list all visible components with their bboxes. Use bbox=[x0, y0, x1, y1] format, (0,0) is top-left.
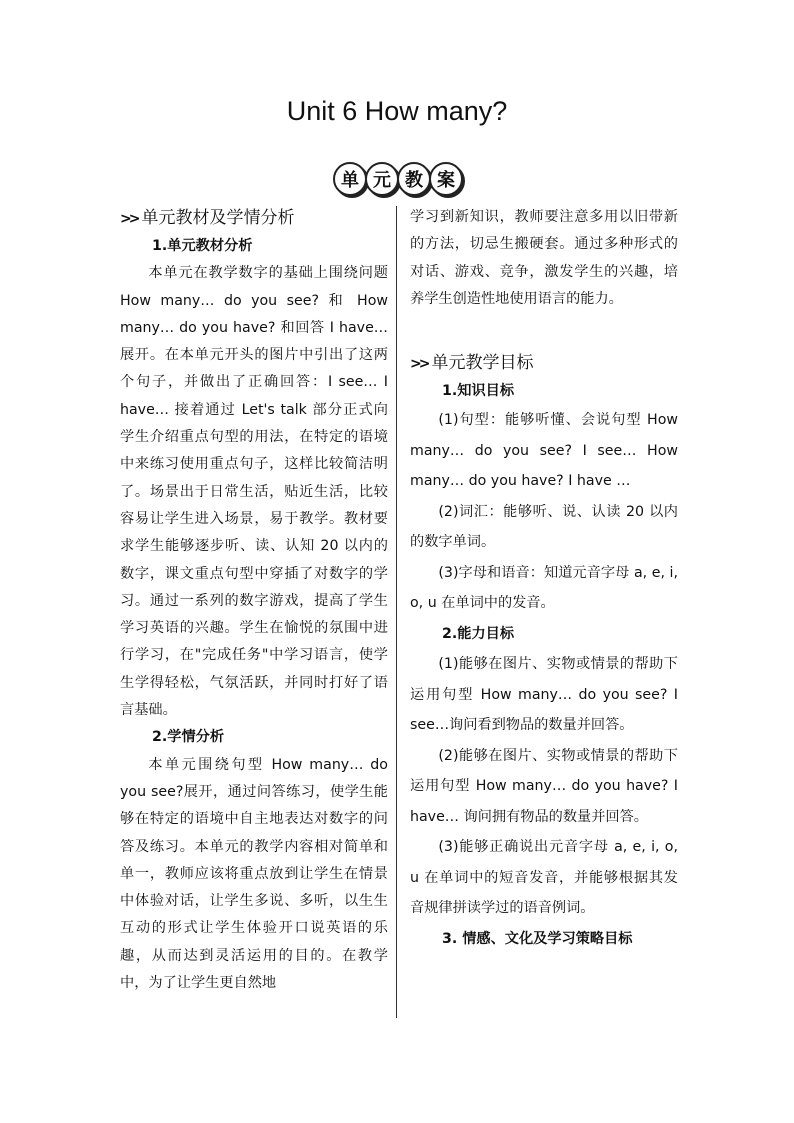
paragraph: (1)句型：能够听懂、会说句型 How many… do you see? I see… How many… do you have? I have … bbox=[410, 412, 678, 490]
section-heading-text: 单元教材及学情分析 bbox=[141, 208, 295, 228]
section-heading-text: 单元教学目标 bbox=[431, 353, 534, 374]
subheading: 3. 情感、文化及学习策略目标 bbox=[442, 930, 633, 947]
paragraph: (1)能够在图片、实物或情景的帮助下运用句型 How many… do you see? I see…询问看到物品的数量并回答。 bbox=[410, 656, 678, 734]
paragraph: (3)能够正确说出元音字母 a, e, i, o, u 在单词中的短音发音，并能够根据其发音规律拼读学过的语音例词。 bbox=[410, 839, 678, 917]
column-divider bbox=[396, 206, 397, 1018]
badge-char: 教 bbox=[397, 162, 431, 196]
right-column bbox=[410, 204, 678, 954]
section-heading bbox=[120, 204, 388, 233]
subheading: 1.知识目标 bbox=[442, 383, 515, 400]
subheading: 2.能力目标 bbox=[442, 625, 515, 642]
badge-char: 元 bbox=[365, 162, 399, 196]
left-column bbox=[120, 204, 388, 997]
paragraph: 本单元围绕句型 How many… do you see?展开，通过问答练习，使学生能够在特定的语境中自主地表达对数字的问答及练习。本单元的教学内容相对简单和单一，教师应该将重点放到让学生在情景中体验对话，让学生多说、多听，以生生互动的形式让学生体验开口说英语的乐趣，从而达到灵活运用的目的。在教学中，为了让学生更自然地 bbox=[120, 756, 388, 992]
double-chevron-icon: >> bbox=[410, 356, 428, 373]
subheading: 2.学情分析 bbox=[152, 729, 225, 746]
paragraph: (3)字母和语音：知道元音字母 a, e, i, o, u 在单词中的发音。 bbox=[410, 564, 678, 612]
page-title: Unit 6 How many? bbox=[286, 96, 508, 126]
paragraph: (2)能够在图片、实物或情景的帮助下运用句型 How many… do you have? I have… 询问拥有物品的数量并回答。 bbox=[410, 747, 678, 825]
paragraph: 学习到新知识，教师要注意多用以旧带新的方法，切忌生搬硬套。通过多种形式的对话、游戏、竞争，激发学生的兴趣，培养学生创造性地使用语言的能力。 bbox=[410, 209, 678, 307]
paragraph: (2)词汇：能够听、说、认读 20 以内的数字单词。 bbox=[410, 503, 678, 551]
badge-char: 案 bbox=[429, 162, 463, 196]
unit-lesson-plan-badge bbox=[333, 162, 463, 200]
section-heading bbox=[410, 349, 678, 378]
badge-char: 单 bbox=[333, 162, 367, 196]
subheading: 1.单元教材分析 bbox=[152, 238, 253, 254]
paragraph: 本单元在教学数字的基础上围绕问题 How many… do you see? 和 How many… do you have? 和回答 I have…展开。在本单元开头的图片中引出了这两个句子，并做出了正确回答：I see… I have… 接着通过 Let's talk 部分正式向学生介绍重点句型的用法，在特定的语境中来练习使用重点句子，这样比较简洁明了。场景出于日常生活，贴近生活，比较容易让学生进入场景，易于教学。教材要求学生能够逐步听、读、认知 20 以内的数字，课文重点句型中穿插了对数字的学习。通过一系列的数字游戏，提高了学生学习英语的兴趣。学生在愉悦的氛围中进行学习，在"完成任务"中学习语言，使学生学得轻松，气氛活跃，并同时打好了语言基础。 bbox=[120, 265, 388, 719]
double-chevron-icon: >> bbox=[120, 211, 138, 227]
